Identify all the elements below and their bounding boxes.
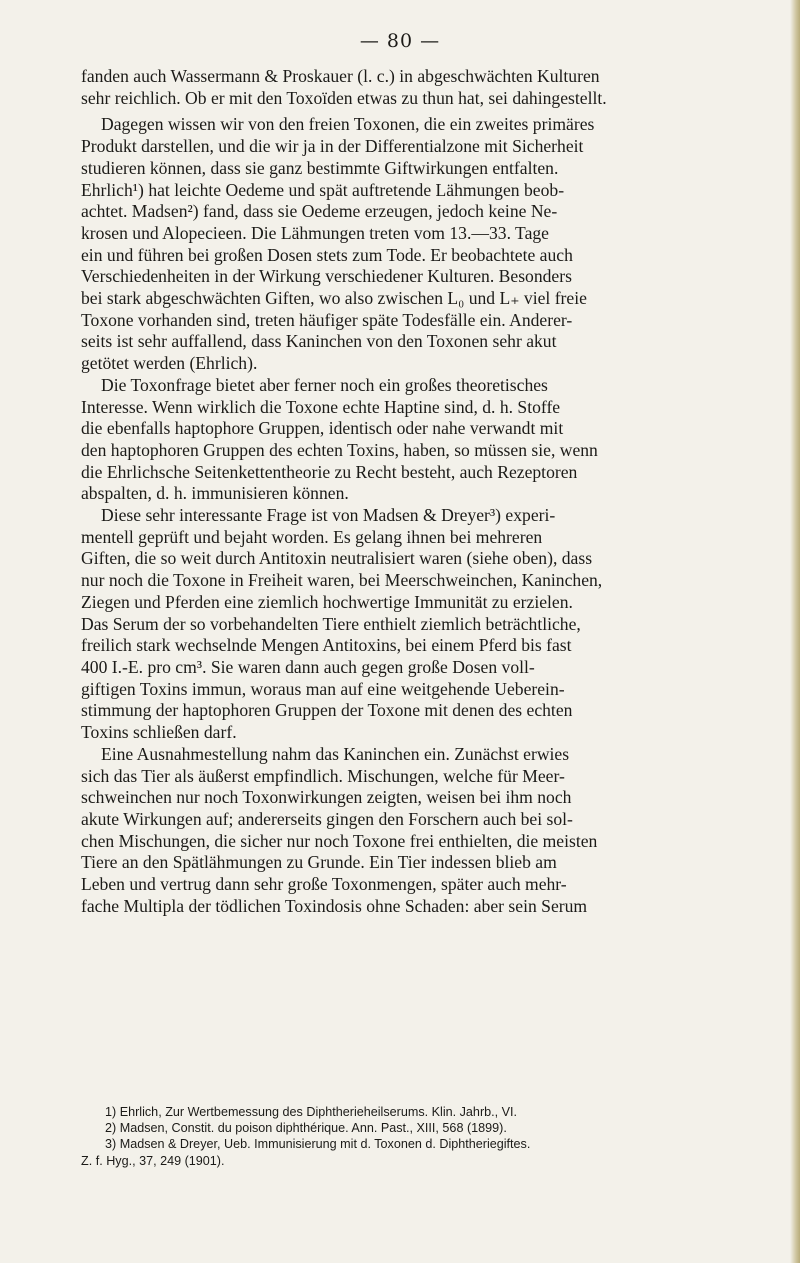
text-line: 400 I.-E. pro cm³. Sie waren dann auch gegen große Dosen voll- (81, 656, 535, 677)
text-line: Produkt darstellen, und die wir ja in der Differentialzone mit Sicherheit (81, 136, 584, 157)
text-line: sich das Tier als äußerst empfindlich. Mischungen, welche für Meer- (81, 765, 565, 786)
page-edge-shadow (790, 0, 800, 1263)
footnote-continuation: Z. f. Hyg., 37, 249 (1901). (81, 1153, 225, 1168)
text-line: freilich stark wechselnde Mengen Antitoxins, bei einem Pferd bis fast (81, 635, 572, 656)
text-line: fanden auch Wassermann & Proskauer (l. c.) in abgeschwächten Kulturen (81, 66, 600, 86)
text-line: stimmung der haptophoren Gruppen der Toxone mit denen des echten (81, 700, 573, 721)
footnote: 1) Ehrlich, Zur Wertbemessung des Diphtherieheilserums. Klin. Jahrb., VI. (105, 1105, 518, 1119)
text-line: Ehrlich¹) hat leichte Oedeme und spät auftretende Lähmungen beob- (81, 179, 565, 200)
text-line: mentell geprüft und bejaht worden. Es gelang ihnen bei mehreren (81, 526, 543, 547)
text-line: die Ehrlichsche Seitenkettentheorie zu Recht besteht, auch Rezeptoren (81, 461, 578, 482)
text-line: nur noch die Toxone in Freiheit waren, bei Meerschweinchen, Kaninchen, (81, 570, 603, 591)
text-line: studieren können, dass sie ganz bestimmte Giftwirkungen entfalten. (81, 157, 559, 178)
text-line: achtet. Madsen²) fand, dass sie Oedeme erzeugen, jedoch keine Ne- (81, 201, 558, 222)
text-line: Die Toxonfrage bietet aber ferner noch ein großes theoretisches (101, 374, 548, 395)
text-line: seits ist sehr auffallend, dass Kaninchen von den Toxonen sehr akut (81, 331, 557, 352)
text-line: krosen und Alopecieen. Die Lähmungen treten vom 13.—33. Tage (81, 222, 549, 243)
text-line: Ziegen und Pferden eine ziemlich hochwertige Immunität zu erzielen. (81, 591, 573, 612)
text-line: Leben und vertrug dann sehr große Toxonmengen, später auch mehr- (81, 874, 567, 895)
footnote: 3) Madsen & Dreyer, Ueb. Immunisierung mit d. Toxonen d. Diphtheriegiftes. (105, 1137, 531, 1152)
page-number: — 80 — (359, 30, 441, 52)
footnotes (81, 1104, 758, 1169)
text-line: chen Mischungen, die sicher nur noch Toxone frei enthielten, die meisten (81, 830, 598, 851)
text-line: fache Multipla der tödlichen Toxindosis ohne Schaden: aber sein Serum (81, 895, 588, 916)
text-line: ein und führen bei großen Dosen stets zum Tode. Er beobachtete auch (81, 244, 573, 265)
text-line: Interesse. Wenn wirklich die Toxone echte Haptine sind, d. h. Stoffe (81, 396, 561, 417)
text-line: Tiere an den Spätlähmungen zu Grunde. Ein Tier indessen blieb am (81, 852, 557, 873)
text-line: giftigen Toxins immun, woraus man auf eine weitgehende Ueberein- (81, 678, 565, 699)
text-line: die ebenfalls haptophore Gruppen, identisch oder nahe verwandt mit (81, 418, 564, 439)
text-line: Verschiedenheiten in der Wirkung verschiedener Kulturen. Besonders (81, 266, 572, 287)
text-line: bei stark abgeschwächten Giften, wo also zwischen L₀ und L₊ viel freie (81, 288, 587, 309)
text-line: Das Serum der so vorbehandelten Tiere enthielt ziemlich beträchtliche, (81, 613, 581, 634)
text-line: Toxins schließen darf. (81, 722, 237, 743)
body-text (81, 66, 758, 917)
text-line: den haptophoren Gruppen des echten Toxins, haben, so müssen sie, wenn (81, 439, 598, 460)
text-line: Dagegen wissen wir von den freien Toxonen, die ein zweites primäres (101, 114, 595, 135)
text-line: Toxone vorhanden sind, treten häufiger späte Todesfälle ein. Anderer- (81, 309, 573, 330)
text-line: sehr reichlich. Ob er mit den Toxoïden etwas zu thun hat, sei dahingestellt. (81, 87, 607, 108)
text-line: abspalten, d. h. immunisieren können. (81, 483, 349, 504)
text-line: Giften, die so weit durch Antitoxin neutralisiert waren (siehe oben), dass (81, 548, 593, 569)
text-line: Eine Ausnahmestellung nahm das Kaninchen ein. Zunächst erwies (101, 743, 570, 764)
text-line: akute Wirkungen auf; andererseits gingen den Forschern auch bei sol- (81, 808, 573, 829)
text-line: Diese sehr interessante Frage ist von Madsen & Dreyer³) experi- (101, 505, 556, 526)
footnote: 2) Madsen, Constit. du poison diphthérique. Ann. Past., XIII, 568 (1899). (105, 1121, 507, 1136)
text-line: schweinchen nur noch Toxonwirkungen zeigten, weisen bei ihm noch (81, 787, 572, 808)
text-line: getötet werden (Ehrlich). (81, 353, 258, 374)
